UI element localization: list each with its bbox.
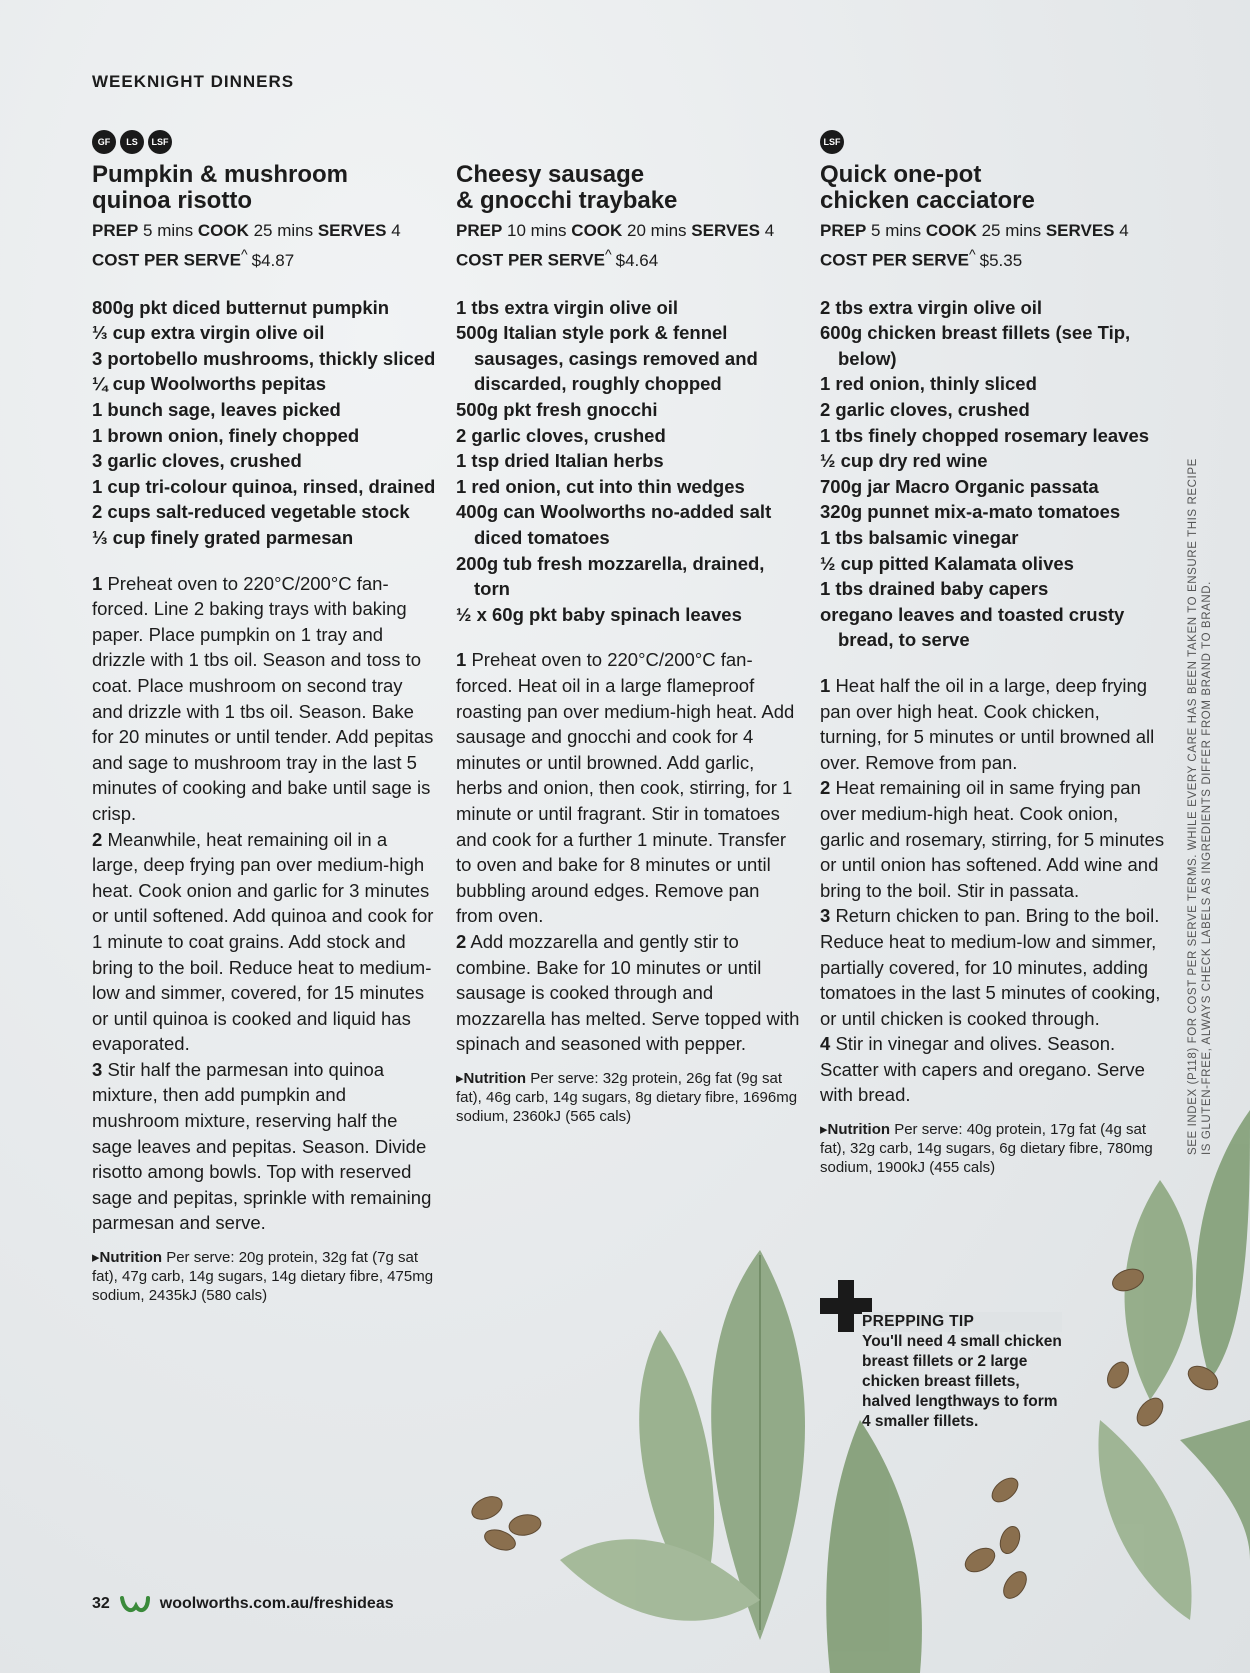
serves-label: SERVES xyxy=(317,221,387,240)
ingredient: ½ cup pitted Kalamata olives xyxy=(820,552,1074,574)
arrow-right-icon: ▸ xyxy=(92,1249,100,1267)
cook-label: COOK xyxy=(571,221,623,240)
cost-value: $4.64 xyxy=(615,250,659,270)
recipe-meta xyxy=(92,218,437,273)
tip-title: PREPPING TIP xyxy=(862,1312,1062,1332)
disclaimer-text xyxy=(1186,458,1214,1155)
ingredient: 500g Italian style pork & fennel sausages, casings removed and discarded, roughly chopped xyxy=(456,322,758,395)
cost-mark: ^ xyxy=(604,247,612,263)
cost-label: COST PER SERVE xyxy=(92,250,241,270)
ingredient: ½ cup dry red wine xyxy=(820,450,988,472)
ingredient: 2 tbs extra virgin olive oil xyxy=(820,296,1043,318)
nutrition-info xyxy=(456,1069,801,1126)
recipe-title xyxy=(820,162,1165,214)
pepita xyxy=(508,1512,543,1537)
cost-label: COST PER SERVE xyxy=(456,250,605,270)
recipe-column-1 xyxy=(92,130,437,1305)
step-text: Heat half the oil in a large, deep frying pan over high heat. Cook chicken, turning, for 5 minutes or until browned all over. Remove from pan. xyxy=(820,674,1155,773)
serves-label: SERVES xyxy=(1045,221,1115,240)
ingredient: 2 cups salt-reduced vegetable stock xyxy=(92,501,410,523)
recipe-title xyxy=(92,162,437,214)
pepita xyxy=(468,1492,505,1524)
ingredient: 1 tbs drained baby capers xyxy=(820,578,1049,600)
step-text: Stir in vinegar and olives. Season. Scatter with capers and oregano. Serve with bread. xyxy=(820,1033,1145,1106)
title-line: quinoa risotto xyxy=(92,187,252,214)
serves-count: 4 xyxy=(1119,221,1129,240)
prep-label: PREP xyxy=(820,221,867,240)
diet-badges xyxy=(456,130,801,156)
method-step xyxy=(820,673,1165,775)
sage-leaf xyxy=(1180,1420,1250,1560)
disclaimer xyxy=(1186,458,1213,1235)
step-text: Stir half the parmesan into quinoa mixture, then add pumpkin and mushroom mixture, reserving half the sage leaves and pepitas. Season. Divide risotto among bowls. Top with reserved sage and pepitas, sprinkle with remaining parmesan and serve. xyxy=(92,1058,432,1234)
ingredient: 800g pkt diced butternut pumpkin xyxy=(92,296,390,318)
page-footer xyxy=(92,1592,394,1616)
prep-label: PREP xyxy=(456,221,503,240)
step-text: Add mozzarella and gently stir to combine. Bake for 10 minutes or until sausage is cooked through and mozzarella has melted. Serve topped with spinach and seasoned with pepper. xyxy=(456,930,800,1055)
ingredient-list xyxy=(820,295,1165,653)
cost-label: COST PER SERVE xyxy=(820,250,969,270)
step-number: 2 xyxy=(456,930,467,952)
lsf-badge: LSF xyxy=(820,130,844,154)
disclaimer-line: SEE INDEX (P118) FOR COST PER SERVE TERMS. WHILE EVERY CARE HAS BEEN TAKEN TO ENSURE THIS RECIPE xyxy=(1187,458,1199,1155)
disclaimer-line: IS GLUTEN-FREE, ALWAYS CHECK LABELS AS INGREDIENTS DIFFER FROM BRAND TO BRAND. xyxy=(1201,581,1213,1155)
lsf-badge: LSF xyxy=(148,130,172,154)
nutrition-text: Per serve: 40g protein, 17g fat (4g sat fat), 32g carb, 14g sugars, 6g dietary fibre, 780mg sodium, 1900kJ (455 cals) xyxy=(820,1121,1153,1177)
step-text: Heat remaining oil in same frying pan over medium-high heat. Cook onion, garlic and rosemary, stirring, for 5 minutes or until onion has softened. Add wine and bring to the boil. Stir in passata. xyxy=(820,777,1165,901)
ingredient: ½ x 60g pkt baby spinach leaves xyxy=(456,603,742,625)
method-step xyxy=(820,775,1165,903)
method xyxy=(92,571,437,1236)
ingredient: 320g punnet mix-a-mato tomatoes xyxy=(820,501,1121,523)
title-line: Cheesy sausage xyxy=(456,161,645,188)
step-text: Return chicken to pan. Bring to the boil. Reduce heat to medium-low and simmer, partially covered, for 10 minutes, adding tomatoes in the last 5 minutes of cooking, or until chicken is cooked through. xyxy=(820,905,1161,1029)
cost-mark: ^ xyxy=(968,247,976,263)
step-number: 3 xyxy=(92,1058,103,1080)
sage-leaf xyxy=(1125,1180,1193,1400)
step-number: 2 xyxy=(820,777,831,799)
nutrition-text: Per serve: 32g protein, 26g fat (9g sat fat), 46g carb, 14g sugars, 8g dietary fibre, 1696mg sodium, 2360kJ (565 cals) xyxy=(456,1069,798,1125)
pepita xyxy=(1103,1358,1133,1391)
ingredient: 1 bunch sage, leaves picked xyxy=(92,399,341,421)
woolworths-logo-icon xyxy=(120,1592,150,1616)
ingredient: 1 tbs extra virgin olive oil xyxy=(456,296,679,318)
prep-label: PREP xyxy=(92,221,139,240)
ingredient: oregano leaves and toasted crusty bread, to serve xyxy=(820,603,1125,651)
step-text: Meanwhile, heat remaining oil in a large, deep frying pan over medium-high heat. Cook onion and garlic for 3 minutes or until softened. Add quinoa and cook for 1 minute to coat grains. Add stock and bring to the boil. Reduce heat to medium-low and simmer, covered, for 15 minutes or until quinoa is cooked and liquid has evaporated. xyxy=(92,828,434,1055)
diet-badges xyxy=(820,130,1165,156)
pepita xyxy=(988,1473,1023,1506)
sage-leaf xyxy=(560,1539,760,1621)
step-number: 2 xyxy=(92,828,103,850)
cook-time: 20 mins xyxy=(627,221,687,240)
section-title: WEEKNIGHT DINNERS xyxy=(92,72,295,91)
nutrition-label: Nutrition xyxy=(463,1069,527,1087)
nutrition-info xyxy=(92,1248,437,1305)
prep-time: 5 mins xyxy=(871,221,922,240)
cook-label: COOK xyxy=(197,221,249,240)
recipe-meta xyxy=(820,218,1165,273)
nutrition-info xyxy=(820,1120,1165,1177)
pepita xyxy=(961,1543,999,1576)
cost-value: $5.35 xyxy=(979,250,1023,270)
ingredient: 1 tbs balsamic vinegar xyxy=(820,527,1019,548)
ingredient: 600g chicken breast fillets (see Tip, below) xyxy=(820,322,1131,369)
cost-mark: ^ xyxy=(240,247,248,263)
title-line: chicken cacciatore xyxy=(820,187,1035,214)
cook-time: 25 mins xyxy=(253,221,314,240)
method-step xyxy=(92,827,437,1057)
step-text: Preheat oven to 220°C/200°C fan-forced. Heat oil in a large flameproof roasting pan over medium-high heat. Add sausage and gnocchi and cook for 4 minutes or until browned. Add garlic, herbs and onion, then cook, stirring, for 1 minute or until fragrant. Stir in tomatoes and cook for a further 1 minute. Transfer to oven and bake for 8 minutes or until bubbling around edges. Remove pan from oven. xyxy=(456,649,795,927)
method-step xyxy=(456,647,801,929)
method xyxy=(820,673,1165,1108)
sage-leaf xyxy=(1098,1420,1191,1620)
method xyxy=(456,647,801,1057)
nutrition-label: Nutrition xyxy=(99,1249,163,1267)
tip-text: You'll need 4 small chicken breast fillets or 2 large chicken breast fillets, halved lengthways to form 4 smaller fillets. xyxy=(862,1333,1062,1430)
method-step xyxy=(456,929,801,1057)
method-step xyxy=(92,571,437,827)
serves-count: 4 xyxy=(391,221,401,240)
step-number: 4 xyxy=(820,1033,831,1055)
recipe-title xyxy=(456,162,801,214)
sage-leaf xyxy=(826,1420,922,1673)
serves-count: 4 xyxy=(764,221,775,240)
ingredient: 2 garlic cloves, crushed xyxy=(820,399,1030,421)
ingredient-list xyxy=(92,295,437,551)
step-number: 1 xyxy=(456,649,467,671)
website-link[interactable]: woolworths.com.au/freshideas xyxy=(159,1595,394,1612)
gf-badge: GF xyxy=(92,130,116,154)
step-number: 3 xyxy=(820,905,831,927)
ingredient: ¼ cup Woolworths pepitas xyxy=(92,373,327,395)
ingredient: ⅓ cup finely grated parmesan xyxy=(92,527,354,548)
method-step xyxy=(820,903,1165,1031)
ingredient-list xyxy=(456,295,801,628)
ingredient: 200g tub fresh mozzarella, drained, torn xyxy=(456,552,765,600)
cost-value: $4.87 xyxy=(251,250,295,270)
method-step xyxy=(820,1031,1165,1108)
ingredient: 400g can Woolworths no-added salt diced tomatoes xyxy=(456,501,772,548)
ingredient: 3 portobello mushrooms, thickly sliced xyxy=(92,347,436,369)
cook-time: 25 mins xyxy=(981,221,1042,240)
ingredient: ⅓ cup extra virgin olive oil xyxy=(92,322,325,344)
pepita xyxy=(999,1568,1031,1603)
serves-label: SERVES xyxy=(691,221,760,240)
ls-badge: LS xyxy=(120,130,144,154)
recipe-meta xyxy=(456,218,801,273)
nutrition-text: Per serve: 20g protein, 32g fat (7g sat fat), 47g carb, 14g sugars, 14g dietary fibre, 475mg sodium, 2435kJ (580 cals) xyxy=(92,1249,434,1305)
ingredient: 700g jar Macro Organic passata xyxy=(820,475,1099,497)
pepita xyxy=(997,1524,1023,1556)
recipe-column-2 xyxy=(456,130,801,1126)
prep-time: 5 mins xyxy=(143,221,194,240)
title-line: Pumpkin & mushroom xyxy=(92,161,349,188)
ingredient: 2 garlic cloves, crushed xyxy=(456,424,666,446)
nutrition-label: Nutrition xyxy=(827,1121,891,1139)
ingredient: 1 brown onion, finely chopped xyxy=(92,424,360,446)
step-text: Preheat oven to 220°C/200°C fan-forced. Line 2 baking trays with baking paper. Place pumpkin on 1 tray and drizzle with 1 tbs oil. Season and toss to coat. Place mushroom on second tray and drizzle with 1 tbs oil. Season. Bake for 20 minutes or until tender. Add pepitas and sage to mushroom tray in the last 5 minutes of cooking and bake until sage is crisp. xyxy=(92,572,434,824)
cook-label: COOK xyxy=(925,221,977,240)
tip-body xyxy=(862,1312,1062,1432)
prep-time: 10 mins xyxy=(507,221,567,240)
step-number: 1 xyxy=(92,572,103,594)
diet-badges xyxy=(92,130,437,156)
arrow-right-icon: ▸ xyxy=(820,1121,828,1139)
title-line: Quick one-pot xyxy=(820,161,982,188)
ingredient: 1 red onion, cut into thin wedges xyxy=(456,475,745,497)
recipe-column-3 xyxy=(820,130,1165,1177)
method-step xyxy=(92,1057,437,1236)
page-number: 32 xyxy=(92,1595,110,1612)
ingredient: 3 garlic cloves, crushed xyxy=(92,450,302,472)
arrow-right-icon: ▸ xyxy=(456,1069,464,1087)
ingredient: 1 red onion, thinly sliced xyxy=(820,373,1037,395)
ingredient: 1 cup tri-colour quinoa, rinsed, drained xyxy=(92,475,436,497)
step-number: 1 xyxy=(820,674,831,696)
ingredient: 500g pkt fresh gnocchi xyxy=(456,399,658,421)
ingredient: 1 tsp dried Italian herbs xyxy=(456,450,664,472)
title-line: & gnocchi traybake xyxy=(456,187,678,214)
ingredient: 1 tbs finely chopped rosemary leaves xyxy=(820,424,1150,446)
